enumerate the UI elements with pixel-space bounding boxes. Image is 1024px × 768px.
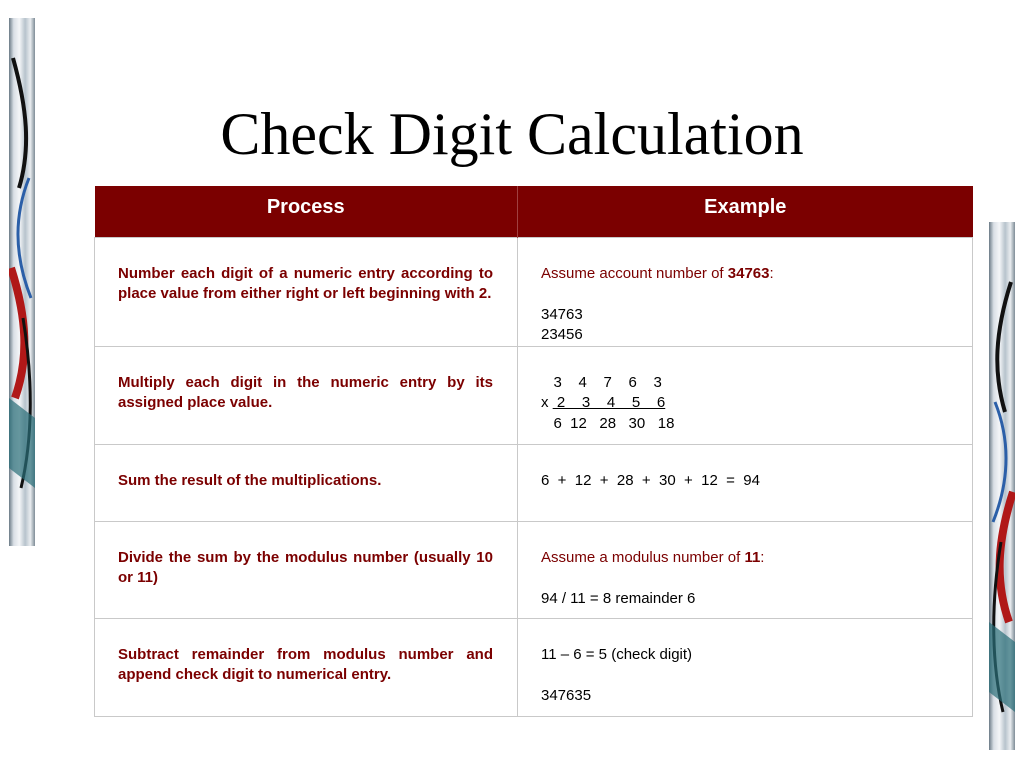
table-row: [95, 237, 973, 346]
process-text: Subtract remainder from modulus number and append check digit to numerical entry.: [118, 645, 493, 683]
table-row: [95, 521, 973, 618]
example-line: 94 / 11 = 8 remainder 6: [541, 589, 696, 607]
process-text: Sum the result of the multiplications.: [118, 471, 382, 489]
example-cell: [518, 346, 973, 444]
header-process: Process: [95, 186, 518, 237]
process-cell: [95, 444, 518, 521]
example-cell: [518, 237, 973, 346]
process-cell: [95, 521, 518, 618]
header-example: Example: [518, 186, 973, 237]
table-header-row: [95, 186, 973, 237]
example-intro: Assume a modulus number of 11:: [541, 548, 765, 566]
process-cell: [95, 237, 518, 346]
process-text: Divide the sum by the modulus number (usually 10 or 11): [118, 548, 493, 586]
table-row: [95, 618, 973, 716]
decorative-strip-right: [989, 222, 1015, 750]
example-line: 34763: [541, 305, 583, 323]
multiplication-line-1: 3 4 7 6 3: [541, 373, 662, 391]
example-cell: [518, 444, 973, 521]
process-text: Multiply each digit in the numeric entry by its assigned place value.: [118, 373, 493, 411]
example-line: 11 – 6 = 5 (check digit): [541, 645, 693, 663]
example-cell: [518, 521, 973, 618]
multiplication-line-3: 6 12 28 30 18: [541, 414, 675, 432]
table-row: [95, 444, 973, 521]
table-row: [95, 346, 973, 444]
process-text: Number each digit of a numeric entry according to place value from either right or left beginning with 2.: [118, 264, 493, 302]
example-cell: [518, 618, 973, 716]
process-cell: [95, 618, 518, 716]
process-cell: [95, 346, 518, 444]
example-line: 6 + 12 + 28 + 30 + 12 = 94: [541, 471, 760, 489]
example-intro: Assume account number of 34763:: [541, 264, 774, 282]
example-line: 347635: [541, 686, 592, 704]
multiplication-line-2: x 2 3 4 5 6: [541, 394, 666, 411]
example-line: 23456: [541, 326, 583, 343]
check-digit-table: [94, 186, 973, 717]
page-title: Check Digit Calculation: [220, 101, 804, 167]
